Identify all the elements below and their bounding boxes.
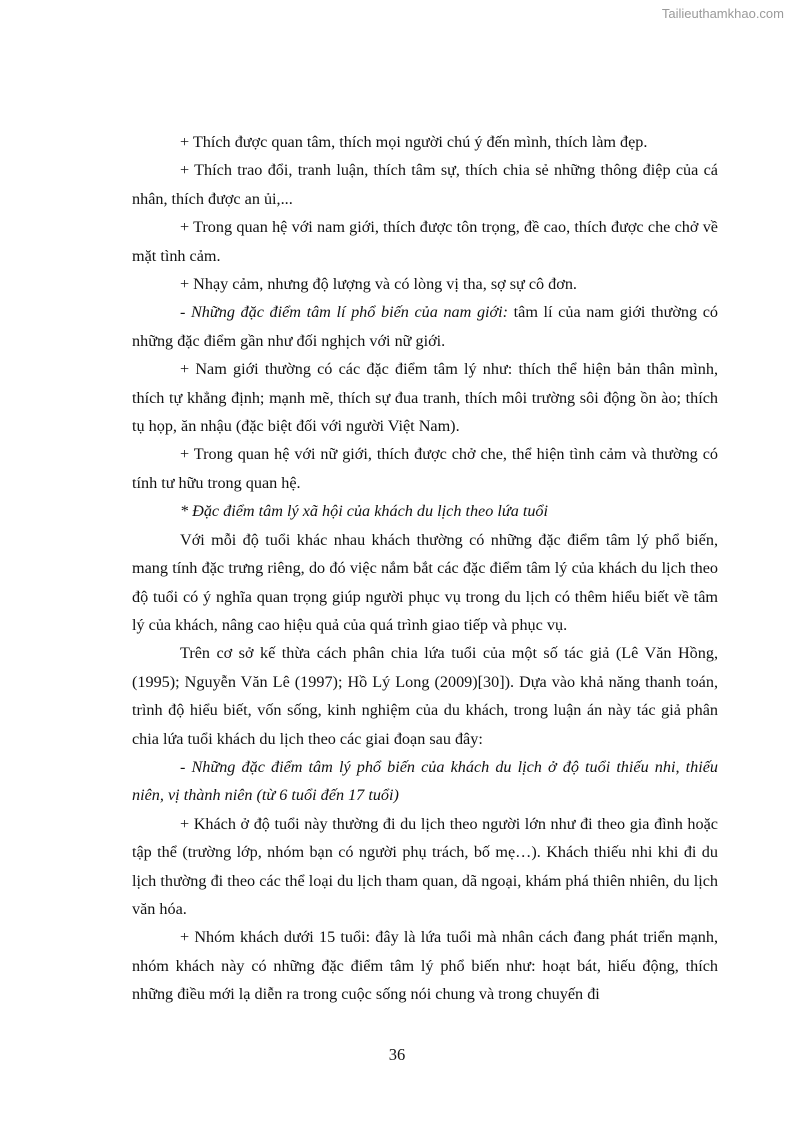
watermark: Tailieuthamkhao.com (661, 6, 784, 21)
paragraph: - Những đặc điểm tâm lí phổ biến của nam giới: tâm lí của nam giới thường có những đặc điểm gần như đối nghịch với nữ giới. (132, 303, 718, 350)
paragraph: + Khách ở độ tuổi này thường đi du lịch theo người lớn như đi theo gia đình hoặc tập thể (trường lớp, nhóm bạn có người phụ trách, bố mẹ…). Khách thiếu nhi khi đi du lịch thường đi theo các thể loại du lịch tham quan, dã ngoại, khám phá thiên nhiên, du lịch văn hóa. (132, 814, 718, 918)
paragraph: + Trong quan hệ với nam giới, thích được tôn trọng, đề cao, thích được che chở về mặt tình cảm. (132, 218, 718, 265)
paragraph: + Trong quan hệ với nữ giới, thích được chở che, thể hiện tình cảm và thường có tính tư hữu trong quan hệ. (132, 445, 718, 492)
paragraph: + Nhạy cảm, nhưng độ lượng và có lòng vị tha, sợ sự cô đơn. (180, 275, 577, 294)
paragraph: + Nhóm khách dưới 15 tuổi: đây là lứa tuổi mà nhân cách đang phát triển mạnh, nhóm khách này có những đặc điểm tâm lý phổ biến như: hoạt bát, hiếu động, thích những điều mới lạ diễn ra trong cuộc sống nói chung và trong chuyến đi (132, 928, 718, 1004)
section-heading: * Đặc điểm tâm lý xã hội của khách du lịch theo lứa tuổi (180, 502, 549, 521)
paragraph: Trên cơ sở kế thừa cách phân chia lứa tuổi của một số tác giả (Lê Văn Hồng, (1995); Nguyễn Văn Lê (1997); Hồ Lý Long (2009)[30]). Dựa vào khả năng thanh toán, trình độ hiểu biết, vốn sống, kinh nghiệm của du khách, trong luận án này tác giả phân chia lứa tuổi khách du lịch theo các giai đoạn sau đây: (132, 644, 718, 748)
page-number: 36 (388, 1045, 406, 1064)
paragraph: + Thích được quan tâm, thích mọi người chú ý đến mình, thích làm đẹp. (180, 133, 648, 151)
subsection-heading: - Những đặc điểm tâm lý phổ biến của khách du lịch ở độ tuổi thiếu nhi, thiếu niên, vị thành niên (từ 6 tuổi đến 17 tuổi) (132, 757, 718, 805)
page-body (132, 128, 718, 1009)
paragraph: + Thích trao đổi, tranh luận, thích tâm sự, thích chia sẻ những thông điệp của cá nhân, thích được an ủi,... (132, 161, 718, 208)
paragraph: Với mỗi độ tuổi khác nhau khách thường có những đặc điểm tâm lý phổ biến, mang tính đặc trưng riêng, do đó việc nắm bắt các đặc điểm tâm lý của khách du lịch theo độ tuổi có ý nghĩa quan trọng giúp người phục vụ trong du lịch có thêm hiểu biết về tâm lý của khách, nâng cao hiệu quả của quá trình giao tiếp và phục vụ. (132, 530, 718, 634)
italic-lead: - Những đặc điểm tâm lí phổ biến của nam giới: (180, 303, 509, 322)
paragraph: + Nam giới thường có các đặc điểm tâm lý như: thích thể hiện bản thân mình, thích tự khẳng định; mạnh mẽ, thích sự đua tranh, thích môi trường sôi động ồn ào; thích tụ họp, ăn nhậu (đặc biệt đối với người Việt Nam). (132, 360, 718, 436)
